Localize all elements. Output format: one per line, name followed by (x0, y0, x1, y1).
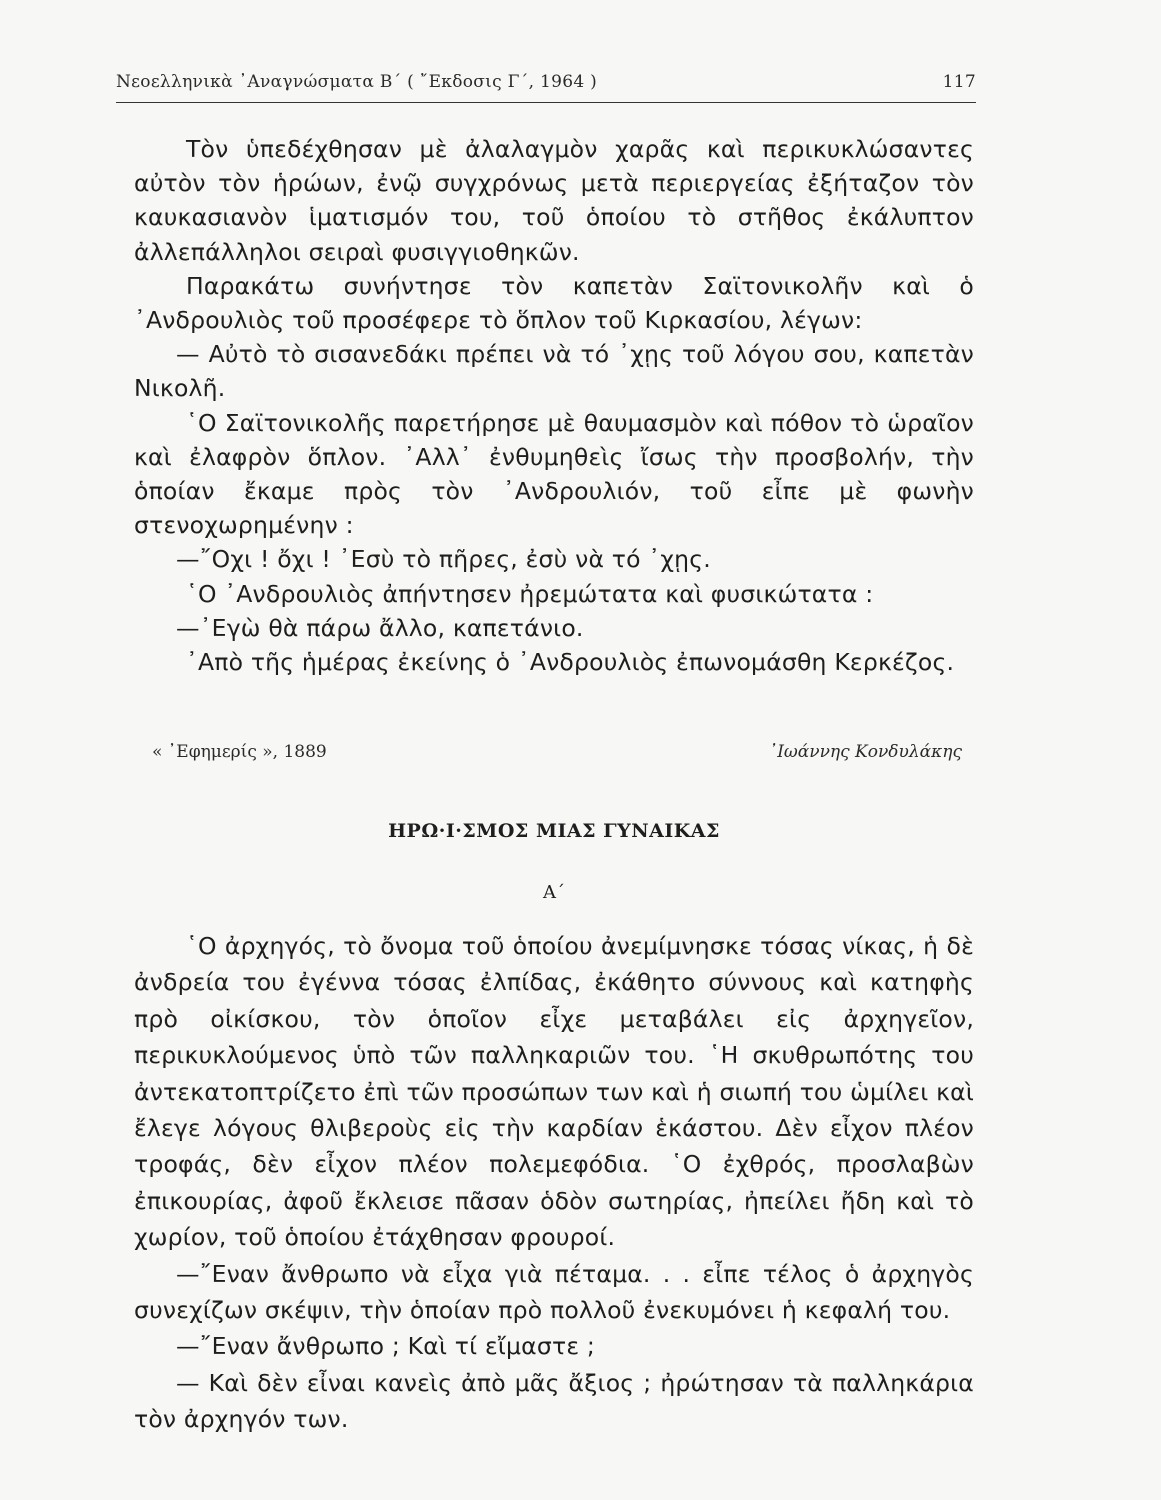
dialogue-line: — Αὐτὸ τὸ σισανεδάκι πρέπει νὰ τό ᾿χῃς τοῦ λόγου σου, καπετὰν Νικολῆ. (134, 340, 974, 403)
running-title: Νεοελληνικὰ ᾿Αναγνώσματα Β΄ ( ῎Εκδοσις Γ΄, 1964 ) (116, 72, 598, 92)
paragraph: ῾Ο Σαϊτονικολῆς παρετήρησε μὲ θαυμασμὸν καὶ πόθον τὸ ὡραῖον καὶ ἐλαφρὸν ὅπλον. ᾿Αλλ᾿ ἐνθυμηθεὶς ἴσως τὴν προσβολήν, τὴν ὁποίαν ἔκαμε πρὸς τὸν ᾿Ανδρουλιόν, τοῦ εἶπε μὲ φωνὴν στενοχωρημένην : (134, 408, 974, 540)
story-title: ΗΡΩ·Ι·ΣΜΟΣ ΜΙΑΣ ΓΥΝΑΙΚΑΣ (388, 820, 720, 842)
page-number: 117 (942, 72, 976, 92)
paragraph: Τὸν ὑπεδέχθησαν μὲ ἀλαλαγμὸν χαρᾶς καὶ περικυκλώσαντες αὐτὸν τὸν ἡρώων, ἐνῷ συγχρόνως μετὰ περιεργείας ἐξήταζον τὸν καυκασιανὸν ἱματισμόν του, τοῦ ὁποίου τὸ στῆθος ἐκάλυπτον ἀλλεπάλληλοι σειραὶ φυσιγγιοθηκῶν. (134, 135, 974, 266)
header-rule (116, 102, 976, 103)
paragraph: ᾿Απὸ τῆς ἡμέρας ἐκείνης ὁ ᾿Ανδρουλιὸς ἐπωνομάσθη Κερκέζος. (186, 648, 955, 677)
dialogue-line: —῎Εναν ἄνθρωπο νὰ εἶχα γιὰ πέταμα. . . εἶπε τέλος ὁ ἀρχηγὸς συνεχίζων σκέψιν, τὴν ὁποίαν πρὸ πολλοῦ ἐνεκυμόνει ἡ κεφαλή του. (134, 1259, 974, 1325)
dialogue-line: —῎Οχι ! ὄχι ! ᾿Εσὺ τὸ πῆρες, ἐσὺ νὰ τό ᾿χῃς. (176, 545, 711, 574)
paragraph: ῾Ο ἀρχηγός, τὸ ὄνομα τοῦ ὁποίου ἀνεμίμνησκε τόσας νίκας, ἡ δὲ ἀνδρεία του ἐγέννα τόσας ἐλπίδας, ἐκάθητο σύννους καὶ κατηφὴς πρὸ οἰκίσκου, τὸν ὁποῖον εἶχε μεταβάλει εἰς ἀρχηγεῖον, περικυκλούμενος ὑπὸ τῶν παλληκαριῶν του. ῾Η σκυθρωπότης του ἀντεκατοπτρίζετο ἐπὶ τῶν προσώπων των καὶ ἡ σιωπή του ὡμίλει καὶ ἔλεγε λόγους θλιβεροὺς εἰς τὴν καρδίαν ἑκάστου. Δὲν εἶχον πλέον τροφάς, δὲν εἶχον πλέον πολεμεφόδια. ῾Ο ἐχθρός, προσλαβὼν ἐπικουρίας, ἀφοῦ ἔκλεισε πᾶσαν ὁδὸν σωτηρίας, ἠπείλει ἤδη καὶ τὸ χωρίον, τοῦ ὁποίου ἐτάχθησαν φρουροί. (134, 932, 975, 1252)
story-one-text (134, 132, 974, 679)
story-two-text (134, 928, 974, 1438)
paragraph: ῾Ο ᾿Ανδρουλιὸς ἀπήντησεν ἠρεμώτατα καὶ φυσικώτατα : (186, 579, 874, 608)
attribution-line (152, 742, 962, 772)
paragraph: Παρακάτω συνήντησε τὸν καπετὰν Σαϊτονικολῆν καὶ ὁ ᾿Ανδρουλιὸς τοῦ προσέφερε τὸ ὅπλον τοῦ Κιρκασίου, λέγων: (134, 271, 974, 335)
dialogue-line: —᾿Εγὼ θὰ πάρω ἄλλο, καπετάνιο. (176, 613, 584, 642)
source-citation: « ᾿Εφημερίς », 1889 (152, 742, 327, 762)
section-marker: Α΄ (543, 882, 565, 903)
author-name: ᾿Ιωάννης Κονδυλάκης (768, 742, 962, 762)
dialogue-line: — Καὶ δὲν εἶναι κανεὶς ἀπὸ μᾶς ἄξιος ; ἠρώτησαν τὰ παλληκάρια τὸν ἀρχηγόν των. (134, 1368, 974, 1434)
dialogue-line: —῎Εναν ἄνθρωπο ; Καὶ τί εἴμαστε ; (176, 1332, 596, 1361)
